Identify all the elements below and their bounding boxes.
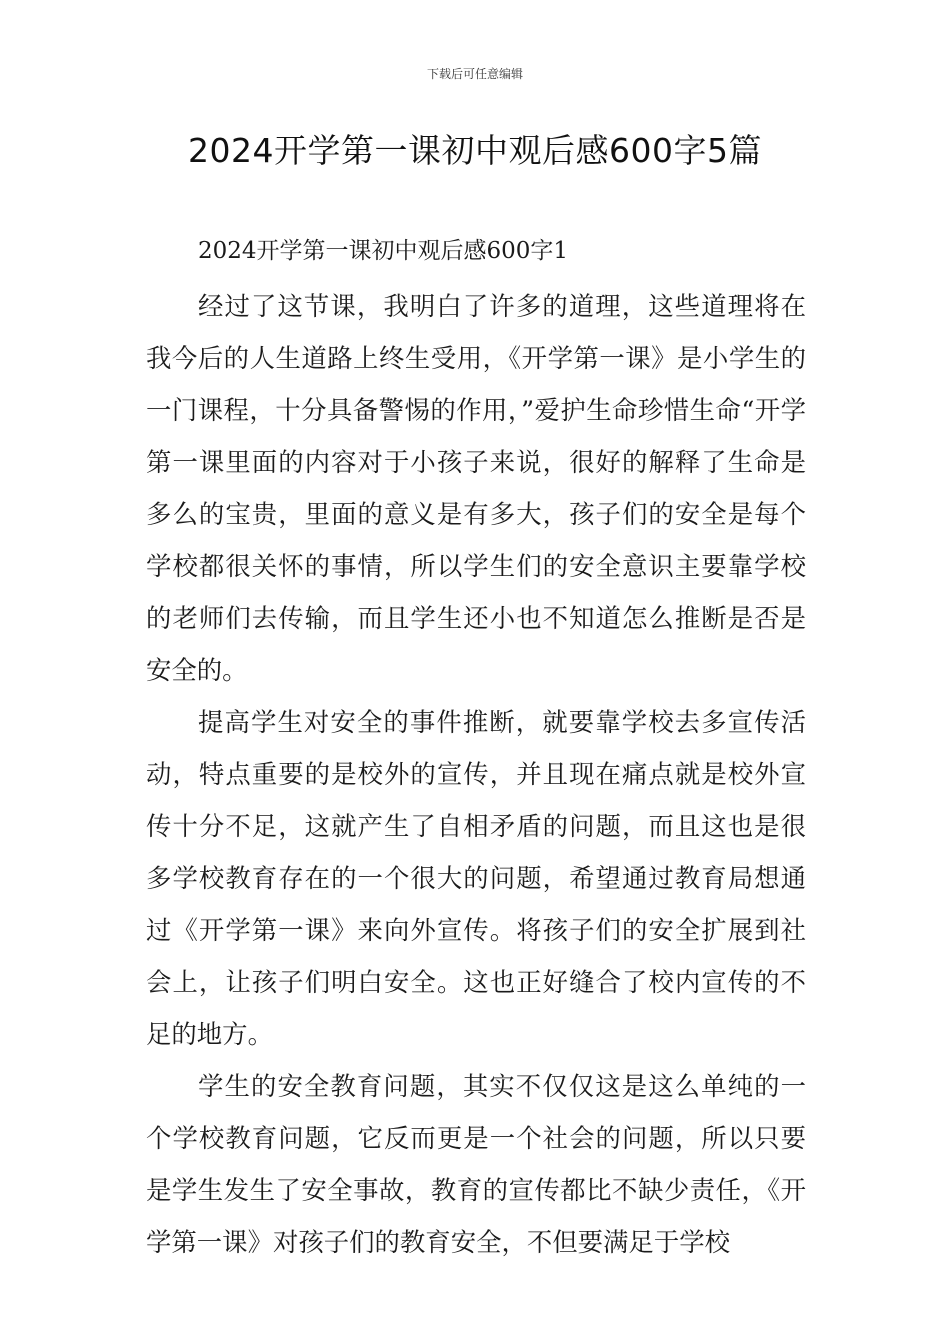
paragraph-2: 提高学生对安全的事件推断，就要靠学校去多宣传活动，特点重要的是校外的宣传，并且现在痛点就是校外宣传十分不足，这就产生了自相矛盾的问题，而且这也是很多学校教育存在的一个很大的问题，希望通过教育局想通过《开学第一课》来向外宣传。将孩子们的安全扩展到社会上，让孩子们明白安全。这也正好缝合了校内宣传的不足的地方。 [146, 707, 806, 1049]
paragraph-3: 学生的安全教育问题，其实不仅仅这是这么单纯的一个学校教育问题，它反而更是一个社会的问题，所以只要是学生发生了安全事故，教育的宣传都比不缺少责任，《开学第一课》对孩子们的教育安全，不但要满足于学校 [146, 1071, 806, 1257]
section-heading: 2024开学第一课初中观后感600字1 [198, 238, 569, 264]
document-title: 2024开学第一课初中观后感600字5篇 [188, 131, 762, 170]
header-note: 下载后可任意编辑 [426, 67, 523, 81]
paragraph-1: 经过了这节课，我明白了许多的道理，这些道理将在我今后的人生道路上终生受用，《开学第一课》是小学生的一门课程，十分具备警惕的作用，”爱护生命珍惜生命“开学第一课里面的内容对于小孩子来说，很好的解释了生命是多么的宝贵，里面的意义是有多大，孩子们的安全是每个学校都很关怀的事情，所以学生们的安全意识主要靠学校的老师们去传输，而且学生还小也不知道怎么推断是否是安全的。 [146, 291, 806, 685]
document-body [146, 230, 806, 1268]
